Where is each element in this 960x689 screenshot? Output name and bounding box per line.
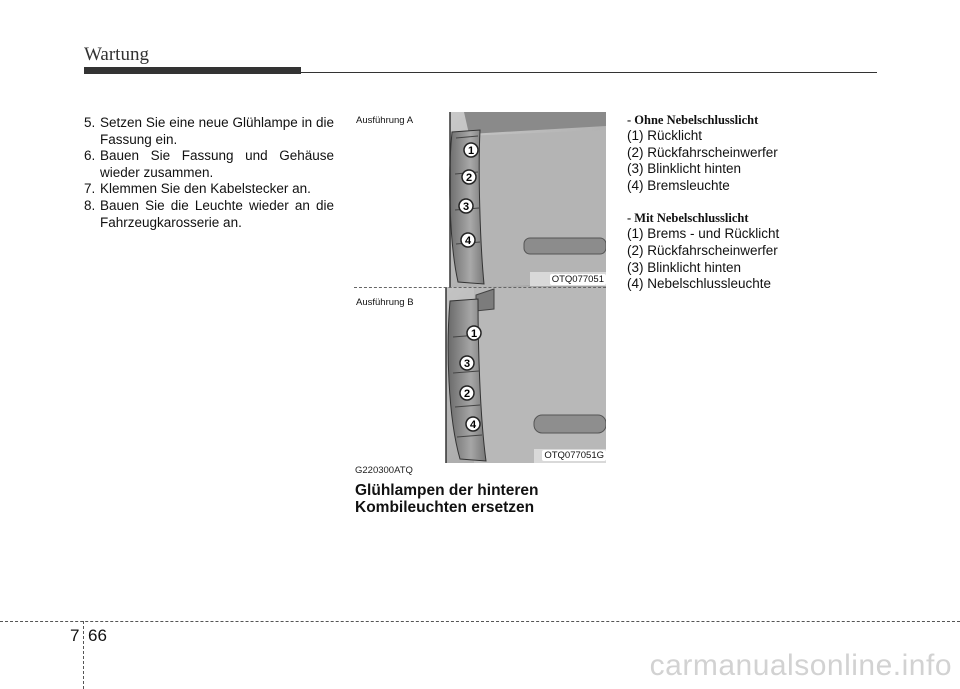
chapter-number: 7: [70, 626, 80, 645]
section-ref-code: G220300ATQ: [355, 465, 413, 476]
bulb-list-without-fog: [627, 128, 877, 194]
figure-code-b: OTQ077051G: [544, 450, 604, 461]
page-header-title: Wartung: [84, 44, 149, 65]
list-item: (3) Blinklicht hinten: [627, 161, 742, 177]
step-item: [84, 181, 334, 198]
callout-number: 4: [464, 235, 472, 247]
step-item: [84, 198, 334, 231]
list-item: (2) Rückfahrscheinwerfer: [627, 144, 778, 160]
step-text: Klemmen Sie den Kabelstecker an.: [100, 181, 311, 197]
figure-code-a: OTQ077051: [551, 274, 604, 285]
list-item: (4) Bremsleuchte: [627, 177, 730, 193]
callout-number: 3: [462, 201, 470, 213]
page-number: 66: [88, 626, 107, 645]
section-title-line: Glühlampen der hinteren: [355, 482, 539, 499]
list-heading: - Mit Nebelschlusslicht: [627, 211, 749, 226]
step-text: Setzen Sie eine neue Glühlampe in die Fassung ein.: [100, 115, 334, 147]
callout-number: 3: [463, 358, 471, 370]
bulb-lists: [627, 112, 877, 309]
step-text: Bauen Sie Fassung und Gehäuse wieder zusammen.: [100, 148, 334, 180]
list-item: (2) Rückfahrscheinwerfer: [627, 242, 778, 258]
variant-a-label: Ausführung A: [356, 115, 414, 126]
figure-panel-a: [354, 112, 606, 287]
section-title-line: Kombileuchten ersetzen: [355, 499, 535, 516]
list-item: (1) Rücklicht: [627, 128, 703, 143]
footer-rule: [0, 621, 960, 622]
step-number: 5.: [84, 115, 96, 130]
header-bar: [84, 67, 301, 74]
callout-number: 4: [469, 419, 477, 431]
list-item: (4) Nebelschlussleuchte: [627, 276, 772, 292]
list-item: (1) Brems - und Rücklicht: [627, 226, 780, 242]
callouts-b: [354, 287, 606, 463]
instruction-steps: [84, 115, 334, 231]
callout-number: 2: [465, 172, 473, 184]
variant-b-label: Ausführung B: [356, 297, 414, 308]
step-text: Bauen Sie die Leuchte wieder an die Fahrzeugkarosserie an.: [100, 197, 334, 230]
callout-number: 1: [470, 328, 478, 340]
callout-number: 1: [467, 145, 475, 157]
step-item: [84, 115, 334, 148]
bulb-list-with-fog: [627, 226, 877, 292]
figure-panel-b: [354, 287, 606, 463]
section-title: [355, 482, 538, 516]
figure-divider: [354, 287, 606, 288]
header-rule: [301, 72, 877, 73]
step-number: 7.: [84, 181, 96, 197]
watermark: carmanualsonline.info: [649, 649, 952, 682]
list-heading: - Ohne Nebelschlusslicht: [627, 113, 759, 127]
step-item: [84, 148, 334, 181]
callout-number: 2: [463, 388, 471, 400]
callouts-a: [354, 112, 606, 287]
step-number: 8.: [84, 197, 96, 213]
step-number: 6.: [84, 148, 96, 164]
footer-divider: [83, 621, 84, 689]
list-item: (3) Blinklicht hinten: [627, 259, 742, 275]
